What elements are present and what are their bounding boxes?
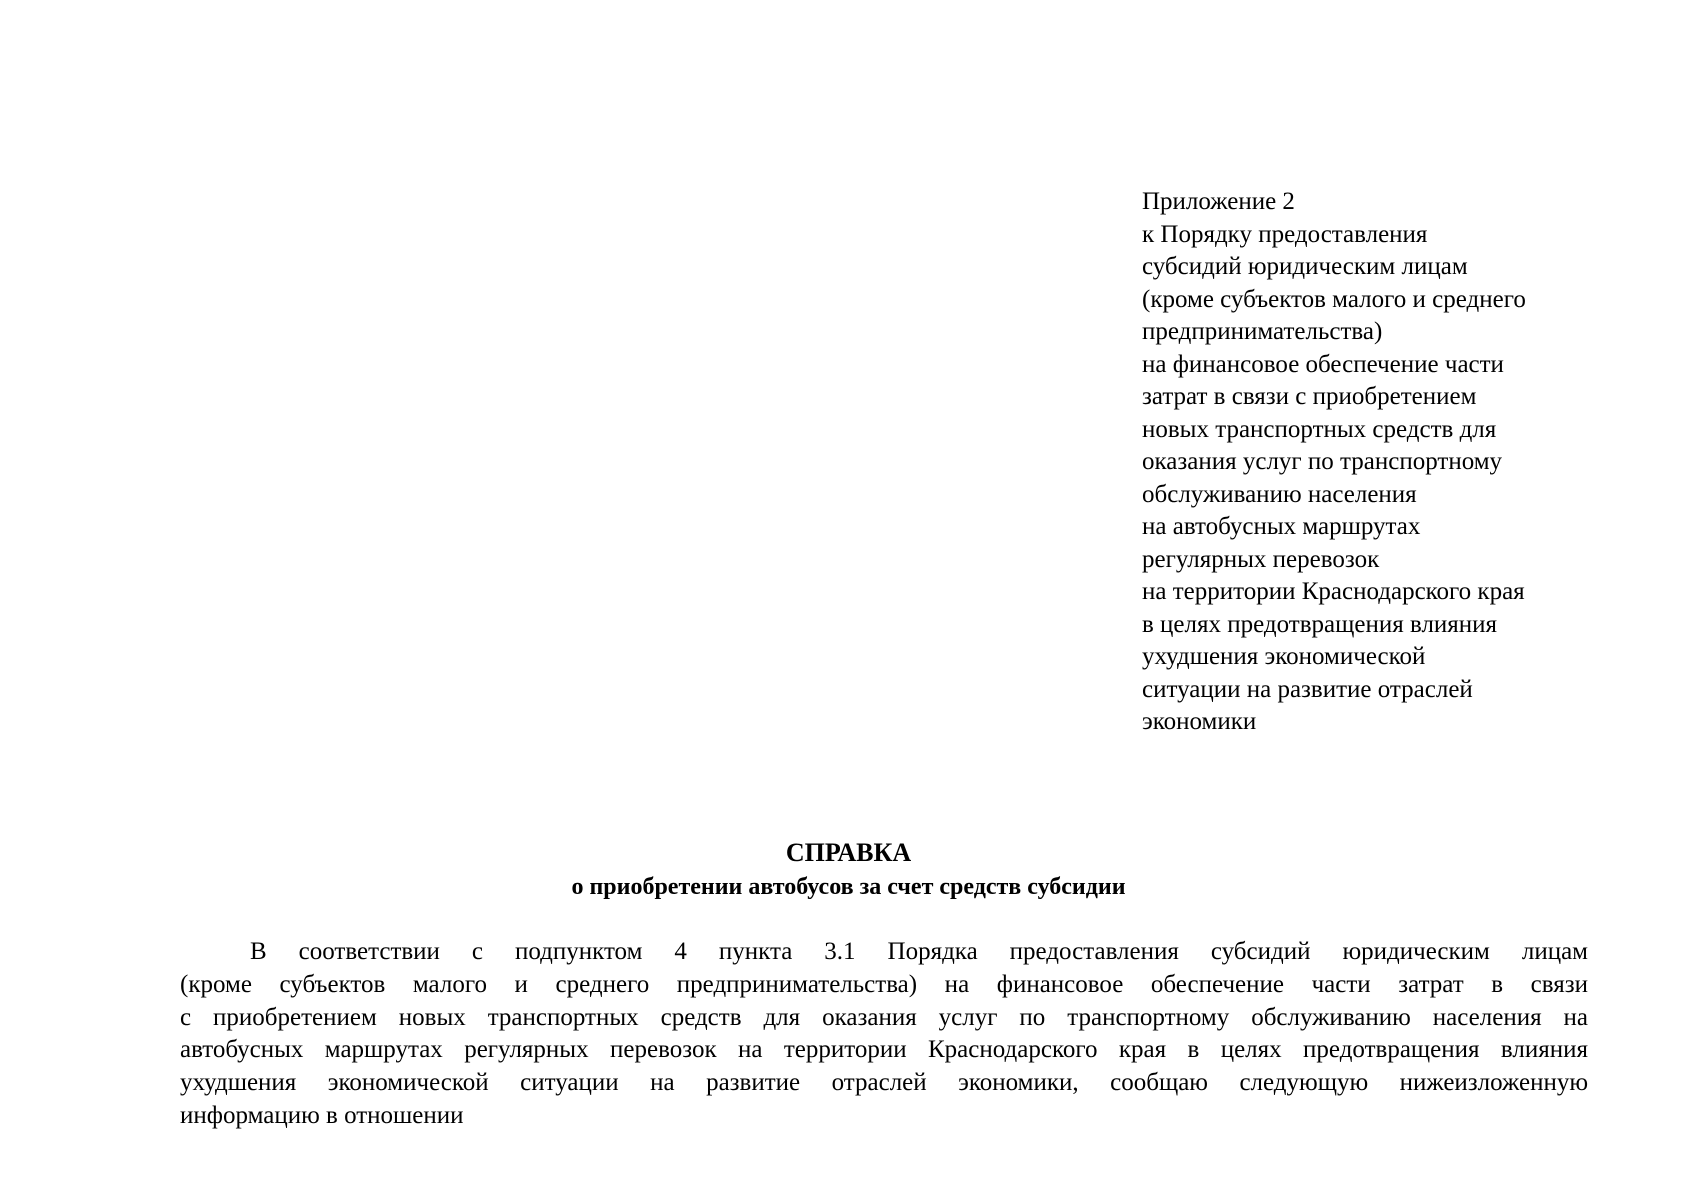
appendix-line: оказания услуг по транспортному (1142, 448, 1503, 475)
document-subtitle: о приобретении автобусов за счет средств субсидии (571, 874, 1126, 900)
appendix-line: обслуживанию населения (1142, 480, 1417, 508)
body-line: с приобретением новых транспортных средств для оказания услуг по транспортному обслуживанию населения на (180, 1003, 1588, 1031)
appendix-line: предпринимательства) (1142, 318, 1383, 345)
body-paragraph (180, 936, 1588, 1133)
body-line: автобусных маршрутах регулярных перевозок на территории Краснодарского края в целях предотвращения влияния (180, 1036, 1588, 1064)
body-line: (кроме субъектов малого и среднего предпринимательства) на финансовое обеспечение части затрат в связи (180, 970, 1588, 998)
appendix-line: (кроме субъектов малого и среднего (1142, 285, 1526, 313)
appendix-line: новых транспортных средств для (1142, 415, 1497, 443)
appendix-line: на автобусных маршрутах (1142, 513, 1421, 540)
body-line: информацию в отношении (180, 1101, 464, 1129)
appendix-line: регулярных перевозок (1142, 545, 1380, 573)
body-line: ухудшения экономической ситуации на развитие отраслей экономики, сообщаю следующую нижеизложенную (180, 1069, 1588, 1097)
appendix-line: на территории Краснодарского края (1142, 578, 1525, 605)
appendix-line: ситуации на развитие отраслей (1142, 675, 1473, 703)
appendix-line: экономики (1142, 708, 1257, 735)
document-title: СПРАВКА (785, 838, 912, 867)
body-line: В соответствии с подпунктом 4 пункта 3.1 Порядка предоставления субсидий юридическим лицам (250, 938, 1588, 965)
appendix-line: ухудшения экономической (1142, 643, 1426, 670)
appendix-line: в целях предотвращения влияния (1142, 610, 1498, 638)
appendix-line: к Порядку предоставления (1142, 220, 1428, 248)
document-title-block (0, 836, 1697, 904)
appendix-line: субсидий юридическим лицам (1142, 253, 1468, 280)
appendix-line: затрат в связи с приобретением (1142, 383, 1477, 410)
appendix-header (1142, 186, 1642, 739)
appendix-line: Приложение 2 (1142, 188, 1295, 215)
appendix-line: на финансовое обеспечение части (1142, 350, 1504, 378)
